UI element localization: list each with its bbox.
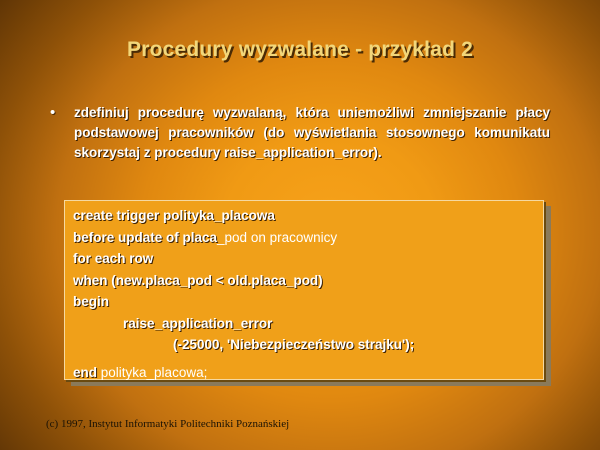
copyright-footer: (c) 1997, Instytut Informatyki Politechniki Poznańskiej (46, 418, 290, 430)
code-line (73, 227, 533, 249)
slide-title: Procedury wyzwalane - przykład 2 (126, 38, 474, 61)
code-line (73, 248, 533, 270)
code-listing (73, 205, 533, 383)
code-keyword: when (73, 272, 108, 288)
code-text: begin (73, 294, 109, 309)
code-line (73, 313, 533, 335)
code-text: polityka_placowa; (97, 364, 208, 380)
code-keyword: end (73, 364, 98, 380)
code-keyword: before update of placa (73, 229, 218, 245)
code-box (64, 200, 544, 380)
code-line (73, 205, 533, 227)
code-line (73, 270, 533, 292)
code-line (73, 291, 533, 313)
code-text: create trigger polityka_placowa (73, 208, 275, 223)
code-text: _pod on pracownicy (217, 229, 338, 245)
code-line (73, 334, 533, 356)
bullet-text: zdefiniuj procedurę wyzwalaną, która uniemożliwi zmniejszanie płacy podstawowej pracowników (do wyświetlania stosownego komunikatu skorzystaj z procedury raise_application_error). (74, 105, 550, 160)
code-text: (new.placa_pod < old.placa_pod) (107, 272, 323, 288)
bullet-icon: • (50, 104, 56, 121)
bullet-point (50, 103, 550, 163)
code-text: (-25000, 'Niebezpieczeństwo strajku'); (173, 337, 415, 352)
code-line (73, 362, 533, 384)
code-text: for each row (73, 251, 154, 266)
code-text: raise_application_error (123, 315, 273, 331)
